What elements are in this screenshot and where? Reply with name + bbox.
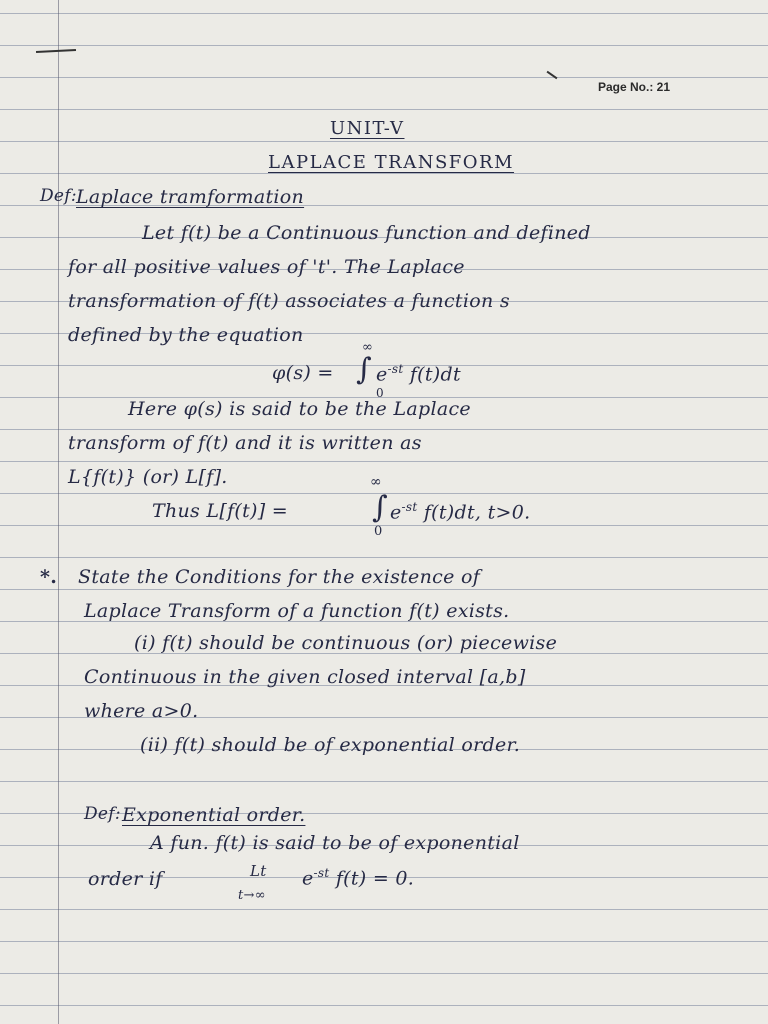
definition-line-1: Let f(t) be a Continuous function and defined (142, 222, 591, 244)
topic-title: LAPLACE TRANSFORM (268, 152, 515, 173)
thus-body: $e^{-st}$ f(t)dt, t>0. (390, 500, 531, 524)
definition2-line-2: transform of f(t) and it is written as (68, 432, 422, 454)
condition-ii: (ii) f(t) should be of exponential order. (140, 734, 521, 756)
condition-i-line-3: where a>0. (84, 700, 199, 722)
equation-body: $e^{-st}$ f(t)dt (376, 362, 461, 386)
limit-subscript: t→∞ (238, 888, 266, 903)
pen-tick-mark (547, 71, 558, 80)
integral-sign: ∫ (356, 352, 372, 387)
thus-lower-limit: 0 (374, 524, 383, 539)
exp-order-prefix: Def: (84, 804, 121, 824)
thus-upper-limit: ∞ (370, 474, 382, 490)
definition2-line-3: L{f(t)} (or) L[f]. (68, 466, 228, 488)
unit-title: UNIT-V (330, 118, 405, 139)
margin-line (58, 0, 59, 1024)
conditions-line-2: Laplace Transform of a function f(t) exists. (84, 600, 510, 622)
definition2-line-1: Here φ(s) is said to be the Laplace (128, 398, 471, 420)
equation-lhs: φ(s) = (272, 362, 334, 384)
integral-upper-limit: ∞ (362, 340, 373, 355)
definition-line-3: transformation of f(t) associates a function s (68, 290, 510, 312)
exp-order-line-1: A fun. f(t) is said to be of exponential (150, 832, 520, 854)
definition-prefix: Def: (40, 186, 77, 206)
limit-body: $e^{-st}$ f(t) = 0. (302, 866, 415, 890)
corner-pen-mark (36, 49, 76, 53)
conditions-line-1: State the Conditions for the existence of (78, 566, 481, 588)
conditions-marker: *. (40, 566, 58, 588)
definition-heading: Laplace tramformation (76, 186, 305, 208)
thus-integral-sign: ∫ (372, 490, 388, 525)
exp-order-line-2: order if (88, 868, 163, 890)
exp-order-heading: Exponential order. (122, 804, 306, 826)
page-number: Page No.: 21 (598, 80, 671, 94)
condition-i-line-2: Continuous in the given closed interval [a,b] (84, 666, 526, 688)
thus-lhs: Thus L[f(t)] = (152, 500, 289, 522)
condition-i-line-1: (i) f(t) should be continuous (or) piecewise (134, 632, 558, 654)
integral-lower-limit: 0 (376, 386, 384, 400)
limit-symbol: Lt (250, 862, 267, 880)
definition-line-2: for all positive values of 't'. The Laplace (68, 256, 465, 278)
definition-line-4: defined by the equation (68, 324, 304, 346)
